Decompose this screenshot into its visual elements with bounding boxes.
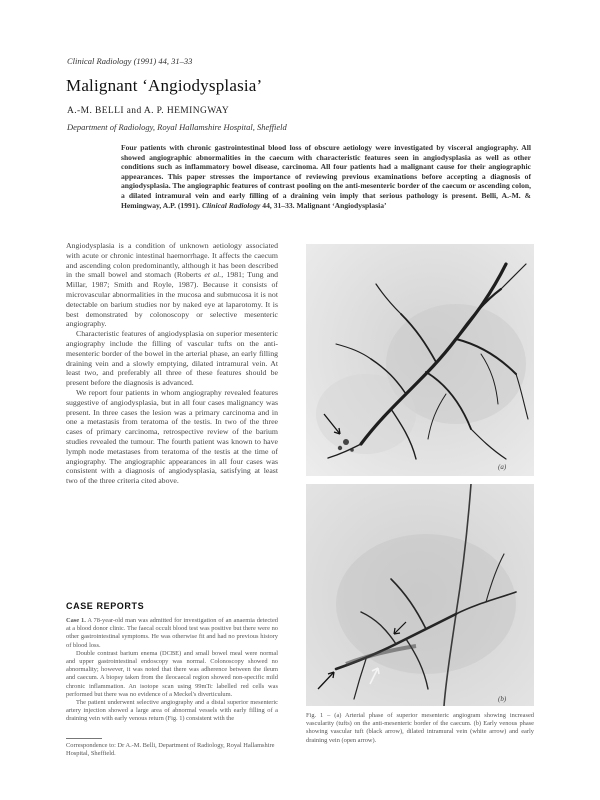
case1-paragraph-2: Double contrast barium enema (DCBE) and small bowel meal were normal and upper gastrointestinal endoscopy was normal. Colonoscopy showed no abnormality; however, it was noted that there was adherence between the ileum and caecum. A biopsy taken from the ileocaecal region showed non-specific mild chronic inflammation. An isotope scan using 99mTc labelled red cells was performed but there was no evidence of a Meckel's diverticulum.	[66, 649, 278, 698]
case-reports-text	[66, 617, 278, 724]
affiliation: Department of Radiology, Royal Hallamshire Hospital, Sheffield	[67, 122, 287, 132]
angiogram-figure-a	[306, 244, 534, 476]
case1-text: A 78-year-old man was admitted for investigation of an anaemia detected at a blood donor clinic. The faecal occult blood test was positive but there were no other gastrointestinal symptoms. He was otherwise fit and had no previous history of blood loss.	[66, 617, 278, 649]
abstract	[121, 143, 531, 210]
section-heading-case-reports: CASE REPORTS	[66, 601, 145, 611]
angiogram-figure-b	[306, 484, 534, 706]
case1-paragraph-3: The patient underwent selective angiography and a distal superior mesenteric artery injection showed a large area of abnormal vessels with early filling of a draining vein with early venous return (Fig. 1) consistent with the	[66, 699, 278, 723]
article-title: Malignant ‘Angiodysplasia’	[66, 76, 263, 95]
p1-before: Angiodysplasia is a condition of unknown aetiology associated with acute or chronic intestinal haemorrhage. It affects the caecum and ascending colon predominantly, although it has been described in the small bowel and stomach (Roberts	[66, 241, 278, 280]
correspondence-footnote: Correspondence to: Dr A.-M. Belli, Department of Radiology, Royal Hallamshire Hospital, Sheffield.	[66, 742, 275, 758]
body-paragraph-1	[66, 241, 278, 329]
case1-paragraph-1	[66, 617, 278, 650]
left-column-body	[66, 241, 278, 486]
figure-panel-label-b: (b)	[498, 695, 507, 703]
journal-citation: Clinical Radiology (1991) 44, 31–33	[67, 56, 193, 66]
p1-after: , 1981; Tung and Millar, 1987; Smith and Royle, 1987). Because it consists of microvascular abnormalities in the mucosa and submucosa it is not detectable on barium studies nor by naked eye at laparotomy. It is best demonstrated by colonoscopy or selective mesenteric angiography.	[66, 270, 278, 329]
footnote-rule	[66, 738, 102, 739]
abstract-text: Four patients with chronic gastrointestinal blood loss of obscure aetiology were investigated by visceral angiography. All showed angiographic abnormalities in the caecum with characteristic features seen in angiodysplasia as well as other conditions such as inflammatory bowel disease, carcinoma. All four patients had a malignant cause for their angiographic appearances. This paper stresses the importance of reviewing previous examinations before accepting a diagnosis of angiodysplasia. The angiographic features of contrast pooling on the anti-mesenteric border of the caecum or ascending colon, a dilated intramural vein and early filling of a draining vein imply that serious pathology is present. Belli, A.-M. & Hemingway, A.P. (1991).	[121, 143, 531, 210]
authors: A.-M. BELLI and A. P. HEMINGWAY	[67, 106, 230, 116]
body-paragraph-3: We report four patients in whom angiography revealed features suggestive of angiodysplasia, but in all four cases malignancy was present. In three cases the lesion was a primary carcinoma and in one a metastasis from teratoma of the testis. In two of the three cases of primary carcinoma, retrospective review of the barium studies revealed the tumour. The fourth patient was known to have lymph node metastases from teratoma of the testis at the time of angiography. The angiographic appearances in all four cases was consistent with a diagnosis of angiodysplasia, satisfying at least two of the three criteria cited above.	[66, 387, 278, 486]
p1-etal: et al.	[204, 270, 222, 280]
abstract-citation-tail: 44, 31–33. Malignant ‘Angiodysplasia’	[262, 200, 387, 210]
body-paragraph-2: Characteristic features of angiodysplasia on superior mesenteric angiography include the filling of vascular tufts on the anti-mesenteric border of the bowel in the arterial phase, an early filling draining vein and a slowly emptying, dilated intramural vein. At least two, and preferably all three of these features should be present before the diagnosis is advanced.	[66, 329, 278, 388]
angiogram-b-image	[306, 484, 534, 706]
figure-panel-label-a: (a)	[498, 463, 507, 471]
case1-lead: Case 1.	[66, 617, 86, 624]
abstract-citation-journal: Clinical Radiology	[201, 200, 261, 210]
angiogram-a-image	[306, 244, 534, 476]
figure-caption: Fig. 1 – (a) Arterial phase of superior mesenteric angiogram showing increased vascularity (tufts) on the anti-mesenteric border of the caecum. (b) Early venous phase showing vascular tuft (black arrow), dilated intramural vein (white arrow) and early draining vein (open arrow).	[306, 712, 534, 744]
